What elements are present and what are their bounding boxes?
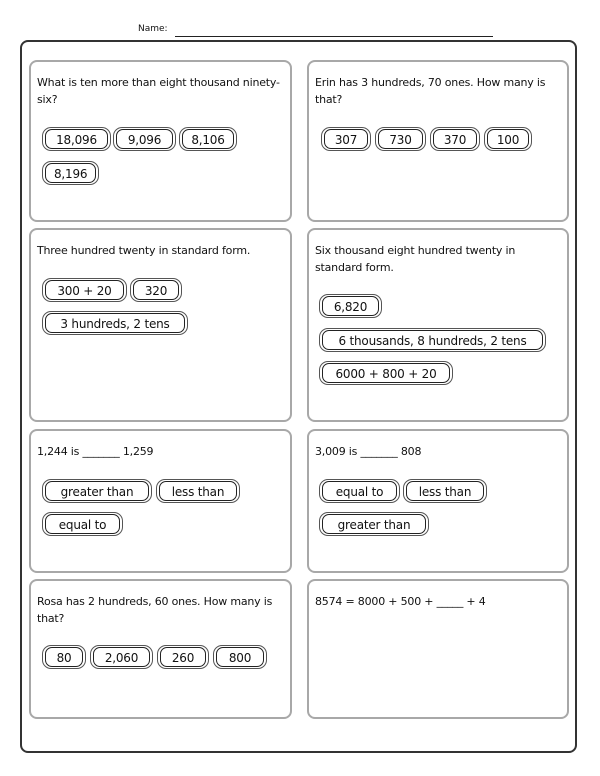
problem-card-2 xyxy=(307,60,569,222)
choice-button[interactable]: less than xyxy=(406,481,484,501)
choice-button[interactable]: 320 xyxy=(133,280,179,300)
choice-button[interactable]: 260 xyxy=(160,647,206,667)
question-text: Six thousand eight hundred twenty in standard form. xyxy=(315,244,516,274)
choice-button[interactable]: 6000 + 800 + 20 xyxy=(322,363,450,383)
choice-button[interactable]: greater than xyxy=(322,514,426,534)
choice-button[interactable]: 300 + 20 xyxy=(45,280,124,300)
problem-card-3 xyxy=(29,228,292,422)
choice-button[interactable]: 8,196 xyxy=(45,163,96,183)
problem-card-8 xyxy=(307,579,569,719)
choice-button[interactable]: 6 thousands, 8 hundreds, 2 tens xyxy=(322,330,543,350)
problem-card-6 xyxy=(307,429,569,573)
choice-button[interactable]: 3 hundreds, 2 tens xyxy=(45,313,185,333)
question-text: What is ten more than eight thousand ninety-six? xyxy=(37,76,280,106)
problem-card-7 xyxy=(29,579,292,719)
choice-button[interactable]: 100 xyxy=(487,129,529,149)
choice-button[interactable]: 730 xyxy=(378,129,423,149)
choice-button[interactable]: 80 xyxy=(45,647,83,667)
question-text: 3,009 is _______ 808 xyxy=(315,445,422,458)
choice-button[interactable]: 800 xyxy=(216,647,264,667)
choice-button[interactable]: less than xyxy=(159,481,237,501)
choice-button[interactable]: 307 xyxy=(324,129,368,149)
question-text: Erin has 3 hundreds, 70 ones. How many is that? xyxy=(315,76,546,106)
name-blank-line[interactable] xyxy=(175,36,493,37)
choice-button[interactable]: 9,096 xyxy=(116,129,173,149)
problem-card-5 xyxy=(29,429,292,573)
problem-card-1 xyxy=(29,60,292,222)
question-text: Rosa has 2 hundreds, 60 ones. How many is that? xyxy=(37,595,273,625)
name-label: Name: xyxy=(138,24,168,34)
choice-button[interactable]: 2,060 xyxy=(93,647,150,667)
choice-button[interactable]: equal to xyxy=(322,481,397,501)
choice-button[interactable]: 6,820 xyxy=(322,296,379,316)
question-text: 8574 = 8000 + 500 + _____ + 4 xyxy=(315,595,486,608)
choice-button[interactable]: greater than xyxy=(45,481,149,501)
problem-card-4 xyxy=(307,228,569,422)
question-text: Three hundred twenty in standard form. xyxy=(37,244,251,257)
choice-button[interactable]: equal to xyxy=(45,514,120,534)
choice-button[interactable]: 8,106 xyxy=(182,129,234,149)
choice-button[interactable]: 18,096 xyxy=(45,129,108,149)
question-text: 1,244 is _______ 1,259 xyxy=(37,445,154,458)
choice-button[interactable]: 370 xyxy=(433,129,477,149)
